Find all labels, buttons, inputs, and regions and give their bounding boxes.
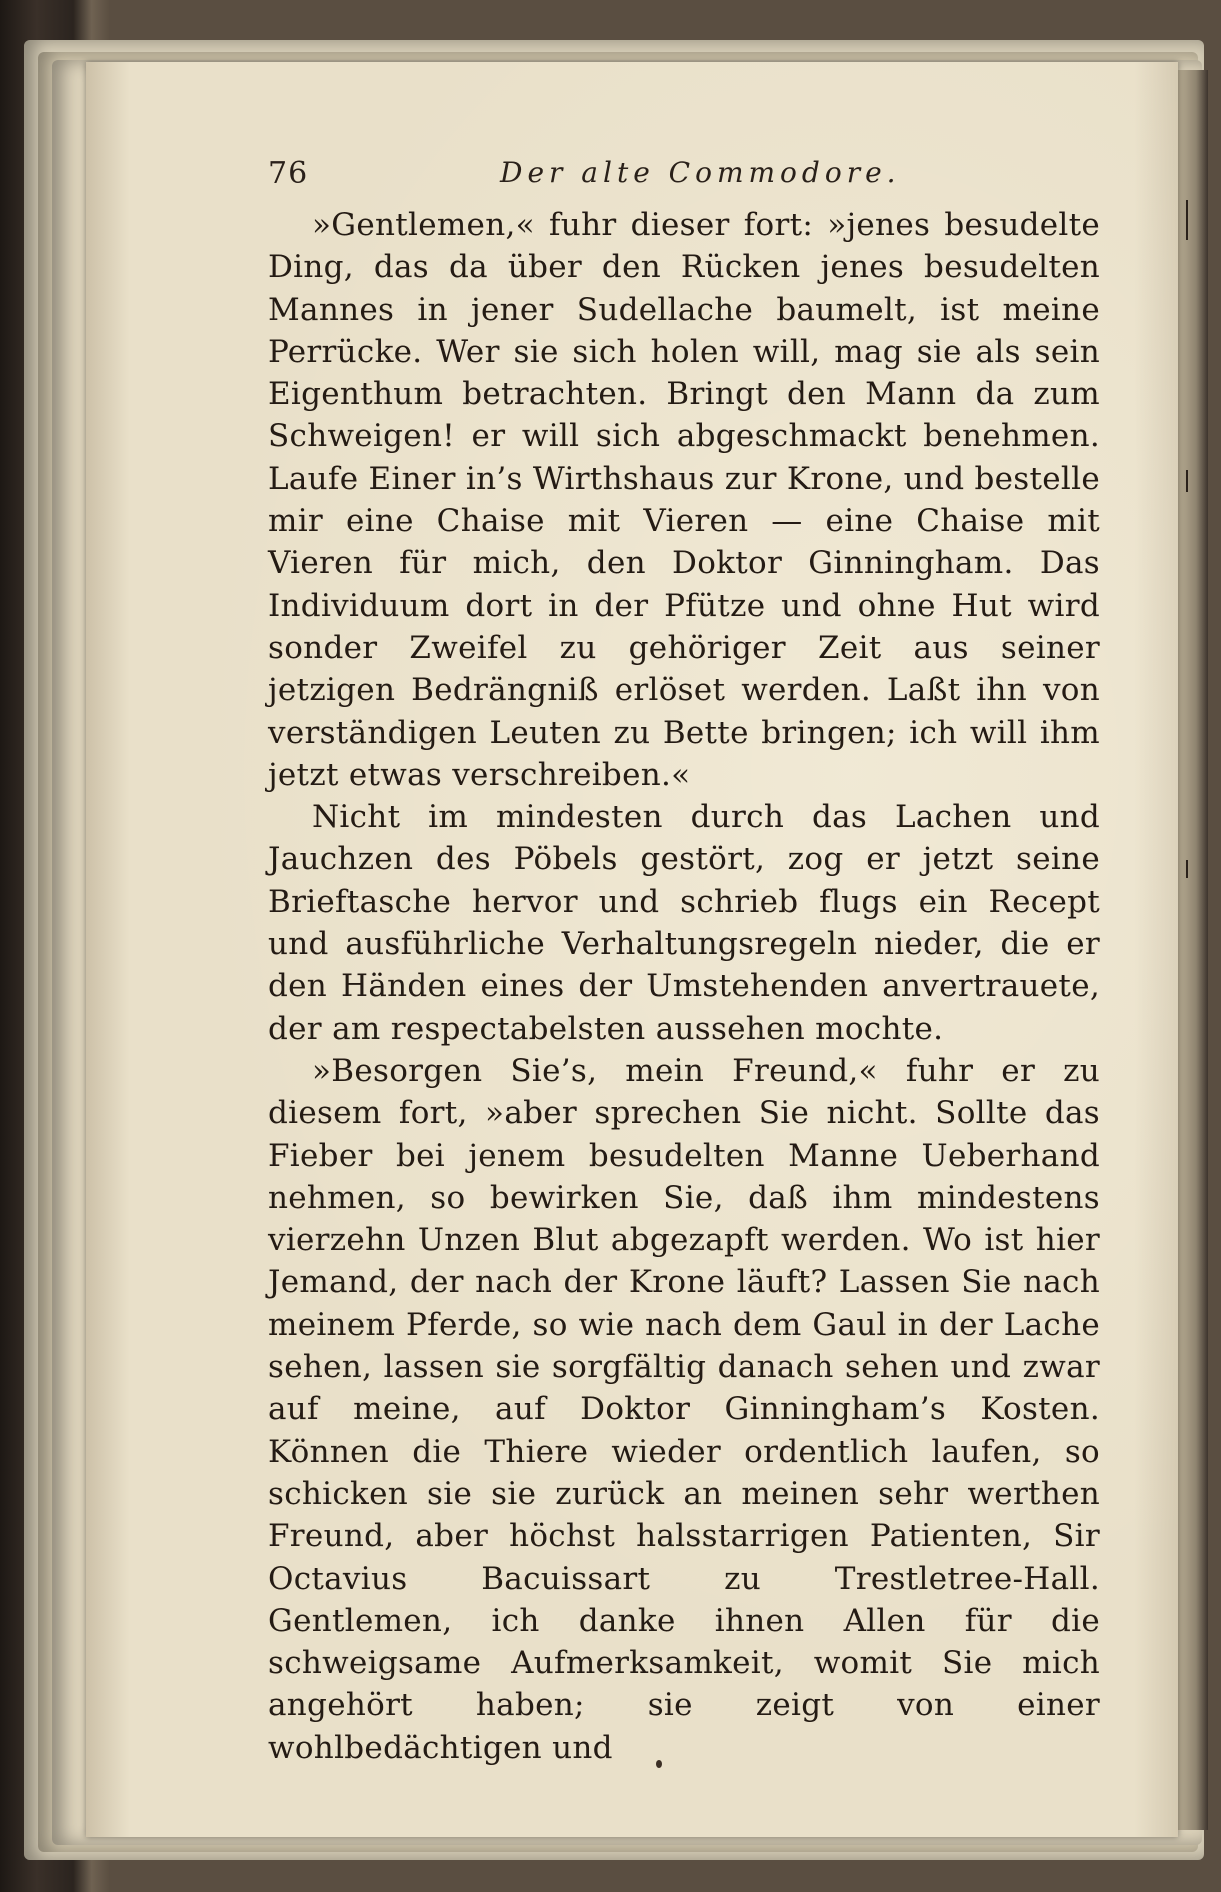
running-title: Der alte Commodore. bbox=[500, 156, 901, 189]
page-speck bbox=[656, 1760, 662, 1768]
page-header bbox=[268, 156, 1128, 196]
margin-mark bbox=[1186, 860, 1188, 878]
paragraph: Nicht im mindesten durch das Lachen und Jauchzen des Pöbels gestört, zog er jetzt seine Brieftasche hervor und schrieb flugs ein Recept und ausführliche Verhaltungsregeln nieder, die er den Händen eines der Umstehenden anvertrauete, der am respectabelsten aussehen mochte. bbox=[268, 799, 1100, 1047]
margin-mark bbox=[1186, 200, 1188, 240]
margin-mark bbox=[1186, 470, 1188, 492]
page-right-edge bbox=[1178, 70, 1208, 1830]
paragraph: »Besorgen Sie’s, mein Freund,« fuhr er zu diesem fort, »aber sprechen Sie nicht. Sollte das Fieber bei jenem besudelten Manne Ueberhand nehmen, so bewirken Sie, daß ihm mindestens vierzehn Unzen Blut abgezapft werden. Wo ist hier Jemand, der nach der Krone läuft? Lassen Sie nach meinem Pferde, so wie nach dem Gaul in der Lache sehen, lassen sie sorgfältig danach sehen und zwar auf meine, auf Doktor Ginningham’s Kosten. Können die Thiere wieder ordentlich laufen, so schicken sie sie zurück an meinen sehr werthen Freund, aber höchst halsstarrigen Patienten, Sir Octavius Bacuissart zu Trestletree-Hall. Gentlemen, ich danke ihnen Allen für die schweigsame Aufmerksamkeit, womit Sie mich angehört haben; sie zeigt von einer wohlbedächtigen und bbox=[268, 1052, 1100, 1766]
page-number: 76 bbox=[268, 156, 309, 191]
body-text bbox=[268, 204, 1100, 1769]
paragraph: »Gentlemen,« fuhr dieser fort: »jenes besudelte Ding, das da über den Rücken jenes besudelten Mannes in jener Sudellache baumelt, ist meine Perrücke. Wer sie sich holen will, mag sie als sein Eigenthum betrachten. Bringt den Mann da zum Schweigen! er will sich abgeschmackt benehmen. Laufe Einer in’s Wirthshaus zur Krone, und bestelle mir eine Chaise mit Vieren — eine Chaise mit Vieren für mich, den Doktor Ginningham. Das Individuum dort in der Pfütze und ohne Hut wird sonder Zweifel zu gehöriger Zeit aus seiner jetzigen Bedrängniß erlöset werden. Laßt ihn von verständigen Leuten zu Bette bringen; ich will ihm jetzt etwas verschreiben.« bbox=[268, 207, 1100, 793]
